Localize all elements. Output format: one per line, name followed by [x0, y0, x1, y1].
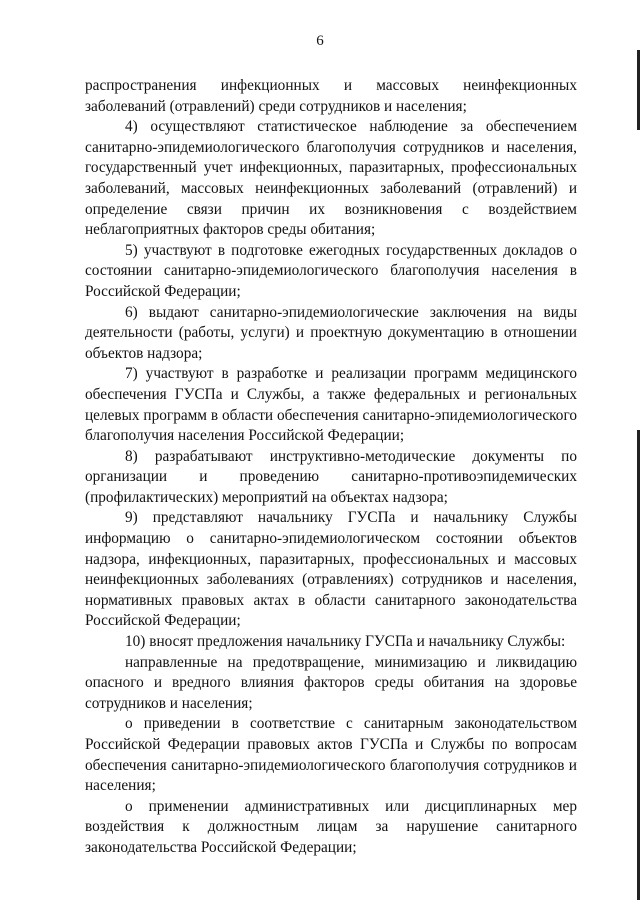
paragraph-item-7: 7) участвуют в разработке и реализации программ медицинского обеспечения ГУСПа и Службы, а также федеральных и региональных целевых программ в области обеспечения санитарно-эпидемиологического благополучия населения Российской Федерации;: [85, 365, 577, 445]
paragraph-item-10: 10) вносят предложения начальнику ГУСПа и начальнику Службы:: [125, 633, 566, 651]
page-number: 6: [316, 33, 324, 49]
paragraph-continuation: распространения инфекционных и массовых неинфекционных заболеваний (отравлений) среди сотрудников и населения;: [85, 77, 577, 115]
paragraph-item-4: 4) осуществляют статистическое наблюдение за обеспечением санитарно-эпидемиологического благополучия сотрудников и населения, государственный учет инфекционных, паразитарных, профессиональных заболеваний, массовых неинфекционных заболеваний (отравлений) и определение связи причин их возникновения с воздействием неблагоприятных факторов среды обитания;: [85, 118, 577, 239]
paragraph-subitem-prevention: направленные на предотвращение, минимизацию и ликвидацию опасного и вредного влияния факторов среды обитания на здоровье сотрудников и населения;: [85, 653, 577, 712]
paragraph-item-9: 9) представляют начальнику ГУСПа и начальнику Службы информацию о санитарно-эпидемиологическом состоянии объектов надзора, инфекционных, паразитарных, профессиональных и массовых неинфекционных заболеваниях (отравлениях) сотрудников и населения, нормативных правовых актах в области санитарного законодательства Российской Федерации;: [85, 509, 577, 630]
paragraph-item-5: 5) участвуют в подготовке ежегодных государственных докладов о состоянии санитарно-эпидемиологического благополучия населения в Российской Федерации;: [85, 241, 577, 300]
paragraph-item-6: 6) выдают санитарно-эпидемиологические заключения на виды деятельности (работы, услуги) и проектную документацию в отношении объектов надзора;: [85, 303, 577, 362]
paragraph-item-8: 8) разрабатывают инструктивно-методические документы по организации и проведению санитарно-противоэпидемических (профилактических) мероприятий на объектах надзора;: [85, 447, 577, 506]
paragraph-subitem-compliance: о приведении в соответствие с санитарным законодательством Российской Федерации правовых актов ГУСПа и Службы по вопросам обеспечения санитарно-эпидемиологического благополучия сотрудников и населения;: [85, 715, 577, 795]
paragraph-subitem-sanctions: о применении административных или дисциплинарных мер воздействия к должностным лицам за нарушение санитарного законодательства Российской Федерации;: [85, 797, 577, 856]
document-body: [85, 76, 577, 859]
